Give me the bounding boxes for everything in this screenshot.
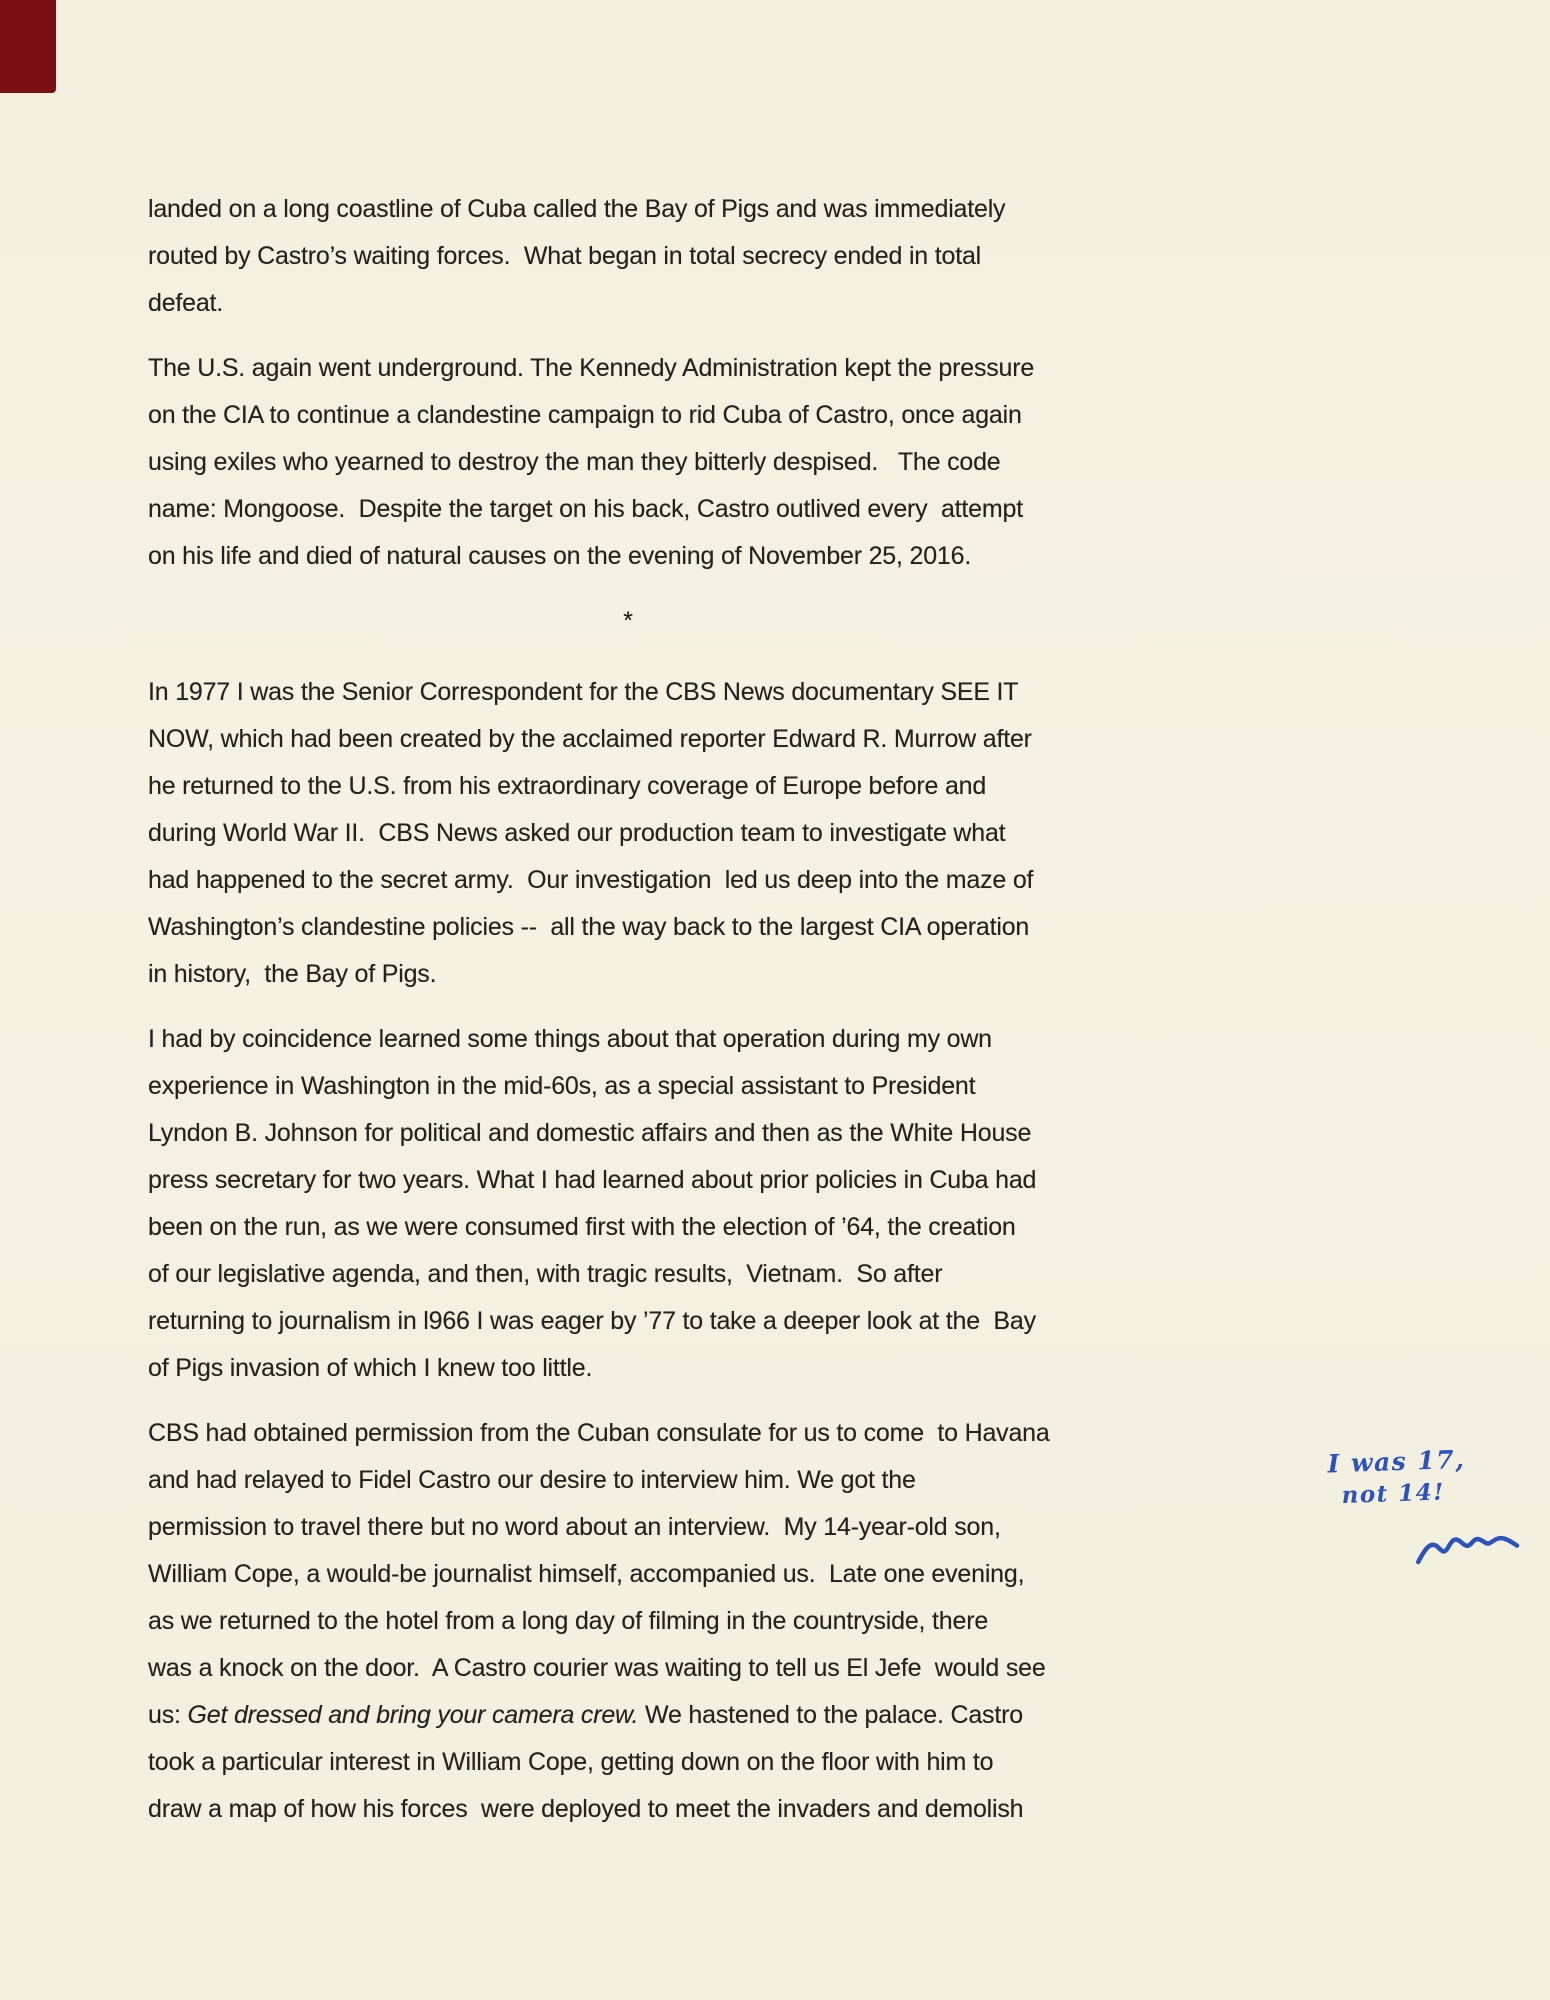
text-line: as we returned to the hotel from a long day of filming in the countryside, there xyxy=(148,1607,989,1635)
paragraph xyxy=(148,1016,1448,1392)
text-line: during World War II. CBS News asked our production team to investigate what xyxy=(148,819,1006,847)
text-line: using exiles who yearned to destroy the man they bitterly despised. The code xyxy=(148,448,1001,476)
text-line: press secretary for two years. What I had learned about prior policies in Cuba had xyxy=(148,1166,1037,1194)
paragraph xyxy=(148,345,1448,580)
handwritten-annotation xyxy=(1327,1443,1529,1510)
text-line: of our legislative agenda, and then, with tragic results, Vietnam. So after xyxy=(148,1260,943,1288)
text-line: William Cope, a would-be journalist himself, accompanied us. Late one evening, xyxy=(148,1560,1025,1588)
text-line: us: Get dressed and bring your camera crew. We hastened to the palace. Castro xyxy=(148,1701,1023,1729)
text-line: was a knock on the door. A Castro courier was waiting to tell us El Jefe would see xyxy=(148,1654,1046,1682)
text-line: CBS had obtained permission from the Cuban consulate for us to come to Havana xyxy=(148,1419,1050,1447)
annotation-text-line: not 14! xyxy=(1341,1478,1446,1510)
section-divider xyxy=(148,598,1108,645)
annotation-text-line: I was 17, xyxy=(1327,1444,1466,1479)
text-line: landed on a long coastline of Cuba called the Bay of Pigs and was immediately xyxy=(148,195,1006,223)
text-line: * xyxy=(623,607,633,635)
text-line: had happened to the secret army. Our investigation led us deep into the maze of xyxy=(148,866,1034,894)
text-line: NOW, which had been created by the acclaimed reporter Edward R. Murrow after xyxy=(148,725,1032,753)
text-line: of Pigs invasion of which I knew too little. xyxy=(148,1354,593,1382)
paragraph xyxy=(148,1410,1448,1833)
text-line: routed by Castro’s waiting forces. What began in total secrecy ended in total xyxy=(148,242,982,270)
text-line: defeat. xyxy=(148,289,224,317)
text-line: in history, the Bay of Pigs. xyxy=(148,960,437,988)
text-line: Lyndon B. Johnson for political and domestic affairs and then as the White House xyxy=(148,1119,1032,1147)
text-line: name: Mongoose. Despite the target on his back, Castro outlived every attempt xyxy=(148,495,1023,523)
text-line: experience in Washington in the mid-60s, as a special assistant to President xyxy=(148,1072,976,1100)
text-line: and had relayed to Fidel Castro our desire to interview him. We got the xyxy=(148,1466,916,1494)
text-line: Washington’s clandestine policies -- all the way back to the largest CIA operation xyxy=(148,913,1030,941)
text-line: draw a map of how his forces were deployed to meet the invaders and demolish xyxy=(148,1795,1024,1823)
scan-corner-artifact xyxy=(0,0,56,93)
text-line: I had by coincidence learned some things about that operation during my own xyxy=(148,1025,992,1053)
text-line: permission to travel there but no word about an interview. My 14-year-old son, xyxy=(148,1513,1001,1541)
paragraph xyxy=(148,186,1448,327)
text-line: In 1977 I was the Senior Correspondent for the CBS News documentary SEE IT xyxy=(148,678,1019,706)
document-body xyxy=(148,0,1448,1851)
text-line: on his life and died of natural causes on the evening of November 25, 2016. xyxy=(148,542,972,570)
paragraph xyxy=(148,669,1448,998)
text-line: he returned to the U.S. from his extraordinary coverage of Europe before and xyxy=(148,772,987,800)
text-line: The U.S. again went underground. The Kennedy Administration kept the pressure xyxy=(148,354,1035,382)
text-line: been on the run, as we were consumed first with the election of ’64, the creation xyxy=(148,1213,1016,1241)
text-line: on the CIA to continue a clandestine campaign to rid Cuba of Castro, once again xyxy=(148,401,1022,429)
text-line: took a particular interest in William Cope, getting down on the floor with him to xyxy=(148,1748,994,1776)
text-line: returning to journalism in l966 I was eager by ’77 to take a deeper look at the Bay xyxy=(148,1307,1036,1335)
